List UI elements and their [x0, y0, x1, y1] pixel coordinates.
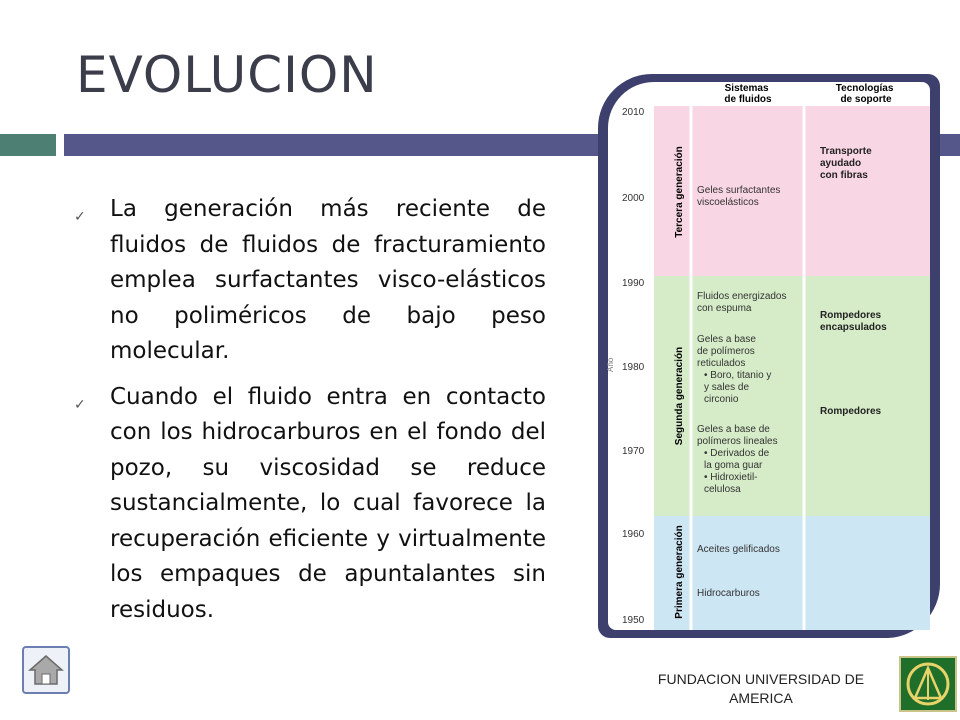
tech-entry-breakers: Rompedores [820, 406, 882, 417]
title-accent-bar-left [0, 134, 56, 156]
footer-institution: FUNDACION UNIVERSIDAD DE AMERICA [657, 671, 865, 706]
bullet-item [74, 192, 546, 370]
year-tick: 1950 [622, 615, 645, 626]
fluid-entry-linear: Geles a base de polímeros lineales • Derivados de la goma guar • Hidroxietil- celulosa [697, 424, 778, 495]
checkmark-icon: ✓ [74, 209, 86, 225]
year-tick: 1960 [622, 529, 645, 540]
bullet-text: La generación más reciente de fluidos de fluidos de fracturamiento emplea surfactantes visco-elásticos no poliméricos de bajo peso molecular. [110, 196, 546, 364]
generation-label-second: Segunda generación [674, 346, 685, 446]
fluid-entry-hydrocarbons: Hidrocarburos [697, 588, 760, 599]
fluid-entry-third: Geles surfactantes viscoelásticos [697, 185, 781, 208]
slide-title: EVOLUCION [76, 46, 378, 104]
checkmark-icon: ✓ [74, 396, 86, 413]
col-header-tech: Tecnologías de soporte [835, 83, 894, 105]
home-icon [24, 648, 68, 692]
axis-label: Año [606, 357, 615, 372]
year-tick: 1970 [622, 446, 645, 457]
bullet-item [74, 380, 546, 629]
evolution-figure [608, 82, 930, 630]
bullet-text: Cuando el fluido entra en contacto con los hidrocarburos en el fondo del pozo, su viscosidad se reduce sustancialmente, lo cual favorece la recuperación eficiente y virtualmente los empaques de apuntalantes sin residuos. [110, 383, 546, 623]
tech-entry-encapsulated: Rompedores encapsulados [820, 310, 887, 333]
col-header-fluids: Sistemas de fluidos [724, 83, 772, 105]
tech-entry-fibers: Transporte ayudado con fibras [820, 146, 872, 181]
bullet-list [74, 192, 546, 638]
band-third-generation [654, 106, 930, 276]
year-tick: 2010 [622, 107, 645, 118]
university-seal-icon [901, 658, 955, 710]
fluid-entry-crosslinked: Geles a base de polímeros reticulados • Boro, titanio y y sales de circonio [697, 334, 772, 405]
fluid-entry-foam: Fluidos energizados con espuma [697, 291, 787, 314]
band-second-generation [654, 276, 930, 516]
fluid-entry-gelled-oils: Aceites gelificados [697, 544, 780, 555]
university-logo [899, 656, 957, 712]
generation-label-first: Primera generación [674, 525, 685, 619]
year-axis [622, 107, 645, 626]
generation-label-third: Tercera generación [674, 146, 685, 238]
home-button[interactable] [22, 646, 70, 694]
year-tick: 1980 [622, 362, 645, 373]
year-tick: 1990 [622, 278, 645, 289]
year-tick: 2000 [622, 193, 645, 204]
band-first-generation [654, 516, 930, 630]
